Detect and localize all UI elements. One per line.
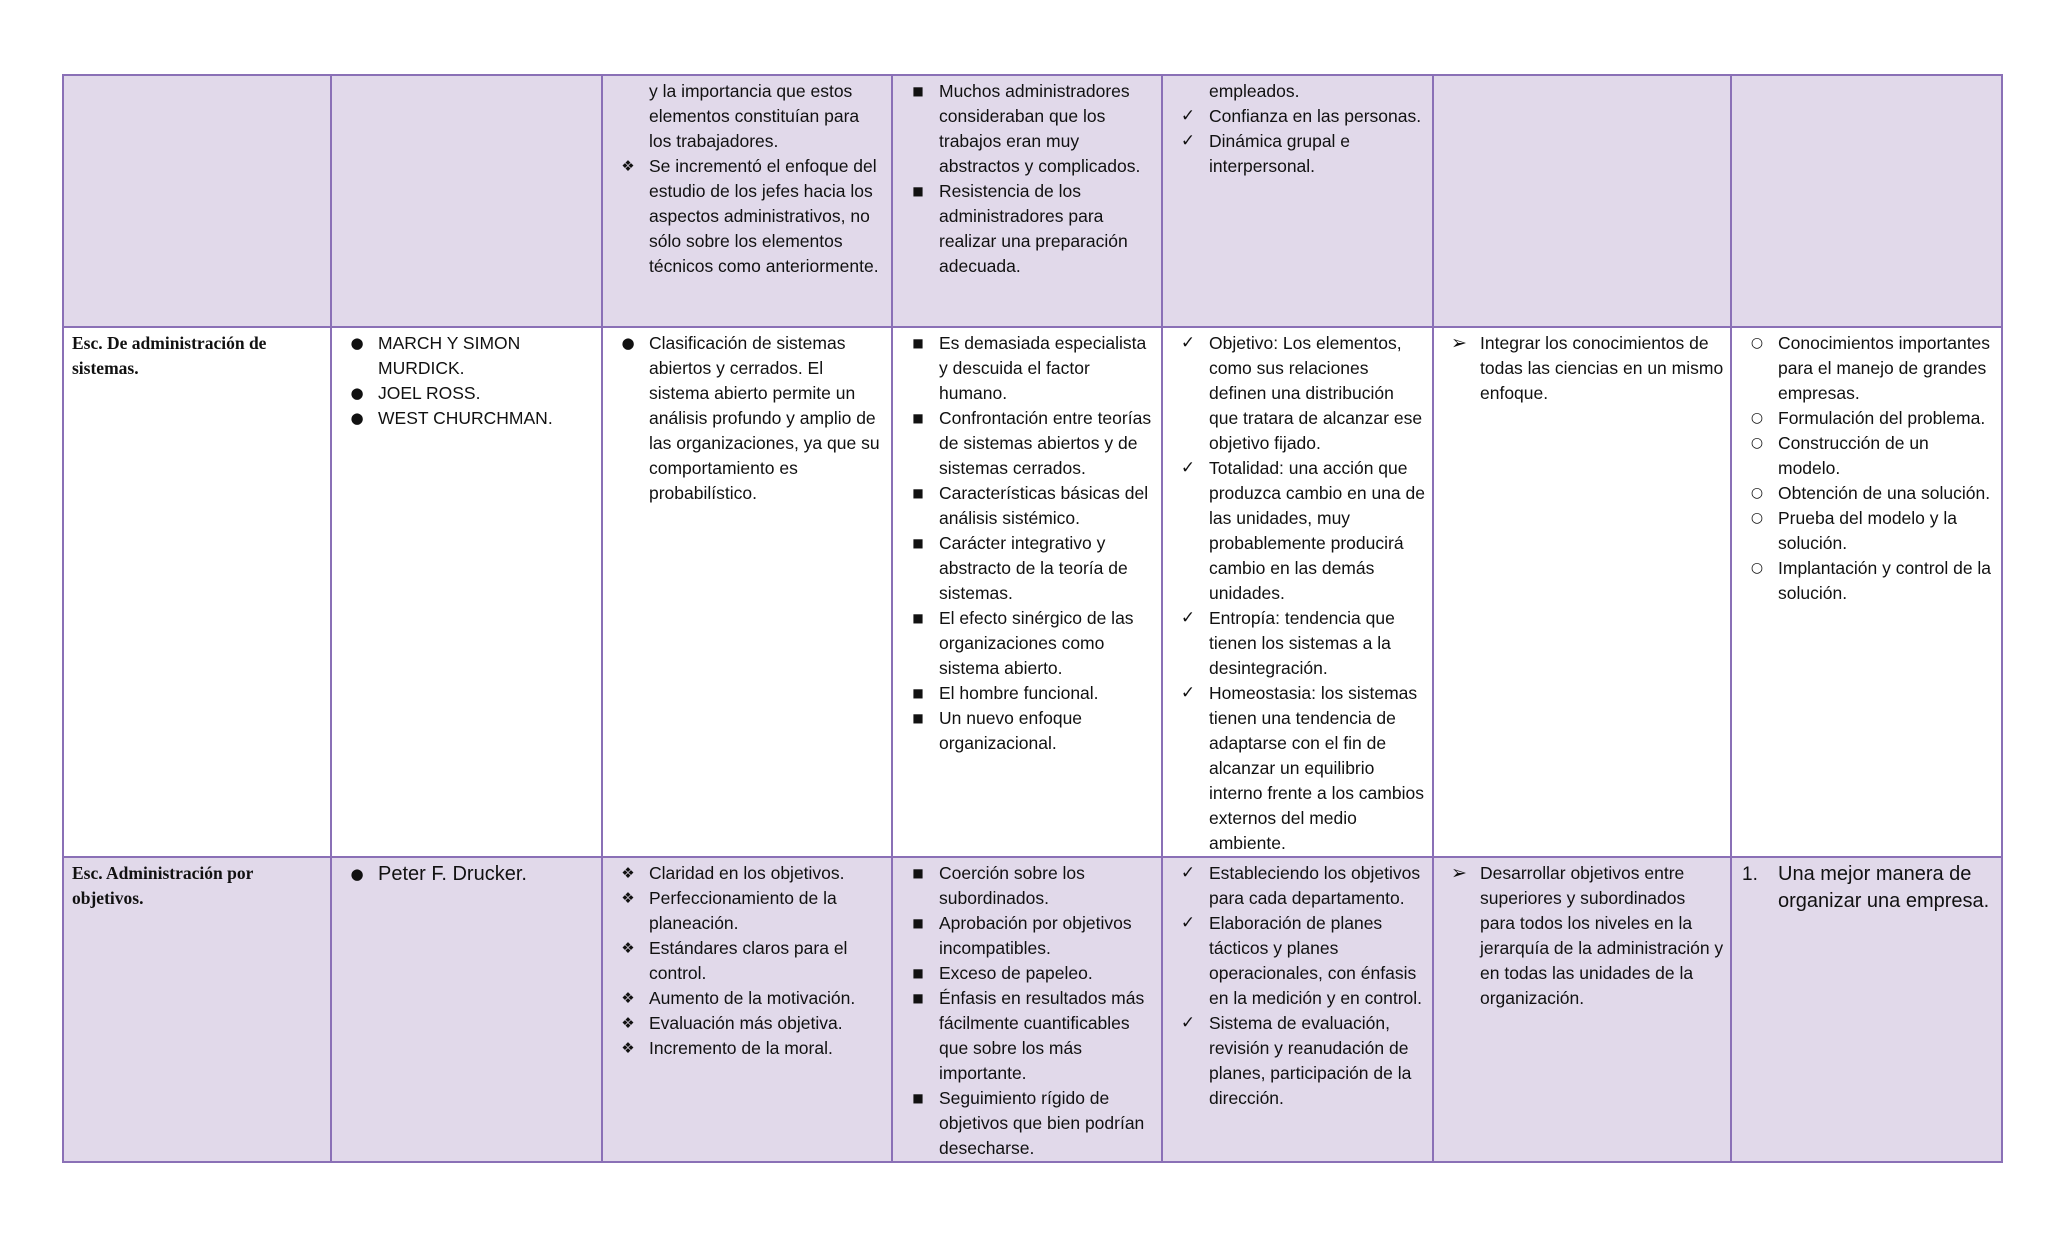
school-cell bbox=[63, 75, 331, 327]
list-item: ○ Construcción de un modelo. bbox=[1740, 431, 1995, 481]
list-item: ✓ Objetivo: Los elementos, como sus relaciones definen una distribución que tratara de alcanzar ese objetivo fijado. bbox=[1171, 331, 1426, 456]
schools-comparison-table bbox=[62, 74, 2003, 1163]
circle-bullet-icon: ○ bbox=[1750, 485, 1764, 501]
arrowhead-bullet-icon: ➢ bbox=[1451, 862, 1467, 884]
list-item: ○ Obtención de una solución. bbox=[1740, 481, 1995, 506]
list-item: ● MARCH Y SIMON MURDICK. bbox=[340, 331, 595, 381]
school-name: Esc. De administración de sistemas. bbox=[63, 327, 331, 857]
list-item: ❖ Se incrementó el enfoque del estudio de los jefes hacia los aspectos administrativos, no sólo sobre los elementos técnicos como anteriormente. bbox=[611, 154, 885, 279]
square-bullet-icon: ■ bbox=[912, 686, 924, 700]
circle-bullet-icon: ○ bbox=[1750, 410, 1764, 426]
list-item: ■ El hombre funcional. bbox=[901, 681, 1155, 706]
list-item: ❖ Estándares claros para el control. bbox=[611, 936, 885, 986]
checkmark-bullet-icon: ✓ bbox=[1180, 333, 1196, 353]
list-item: ✓ Elaboración de planes tácticos y planes operacionales, con énfasis en la medición y en control. bbox=[1171, 911, 1426, 1011]
list-item: ■ Confrontación entre teorías de sistemas abiertos y de sistemas cerrados. bbox=[901, 406, 1155, 481]
features-cell bbox=[1162, 75, 1433, 327]
processes-cell bbox=[1731, 327, 2002, 857]
limitations-cell bbox=[892, 857, 1162, 1162]
checkmark-bullet-icon: ✓ bbox=[1180, 608, 1196, 628]
table-row bbox=[63, 857, 2002, 1162]
diamond-bullet-icon: ❖ bbox=[621, 864, 635, 882]
list-number: 1. bbox=[1742, 864, 1758, 885]
contributions-cell bbox=[602, 327, 892, 857]
objectives-cell bbox=[1433, 327, 1731, 857]
square-bullet-icon: ■ bbox=[912, 1091, 924, 1105]
list-item: ■ Un nuevo enfoque organizacional. bbox=[901, 706, 1155, 756]
circle-bullet-icon: ○ bbox=[1750, 510, 1764, 526]
dot-bullet-icon: ● bbox=[350, 384, 364, 402]
diamond-bullet-icon: ❖ bbox=[621, 1039, 635, 1057]
checkmark-bullet-icon: ✓ bbox=[1180, 458, 1196, 478]
square-bullet-icon: ■ bbox=[912, 486, 924, 500]
list-item: ■ Resistencia de los administradores para realizar una preparación adecuada. bbox=[901, 179, 1155, 279]
list-item: ✓ Sistema de evaluación, revisión y reanudación de planes, participación de la dirección. bbox=[1171, 1011, 1426, 1111]
list-item: ❖ Perfeccionamiento de la planeación. bbox=[611, 886, 885, 936]
list-item: ✓ Totalidad: una acción que produzca cambio en una de las unidades, muy probablemente producirá cambio en las demás unidades. bbox=[1171, 456, 1426, 606]
list-item: ● JOEL ROSS. bbox=[340, 381, 595, 406]
list-item: ❖ Evaluación más objetiva. bbox=[611, 1011, 885, 1036]
list-item: ■ El efecto sinérgico de las organizaciones como sistema abierto. bbox=[901, 606, 1155, 681]
objectives-cell bbox=[1433, 857, 1731, 1162]
list-item: ❖ Incremento de la moral. bbox=[611, 1036, 885, 1061]
list-item: ■ Exceso de papeleo. bbox=[901, 961, 1155, 986]
checkmark-bullet-icon: ✓ bbox=[1180, 106, 1196, 126]
diamond-bullet-icon: ❖ bbox=[621, 1014, 635, 1032]
diamond-bullet-icon: ❖ bbox=[621, 939, 635, 957]
circle-bullet-icon: ○ bbox=[1750, 435, 1764, 451]
table-row bbox=[63, 327, 2002, 857]
objectives-cell bbox=[1433, 75, 1731, 327]
square-bullet-icon: ■ bbox=[912, 84, 924, 98]
diamond-bullet-icon: ❖ bbox=[621, 989, 635, 1007]
list-item: ■ Énfasis en resultados más fácilmente cuantificables que sobre los más importante. bbox=[901, 986, 1155, 1086]
features-cell bbox=[1162, 857, 1433, 1162]
list-item: ● WEST CHURCHMAN. bbox=[340, 406, 595, 431]
list-item: ✓ Dinámica grupal e interpersonal. bbox=[1171, 129, 1426, 179]
list-item: ■ Es demasiada especialista y descuida el factor humano. bbox=[901, 331, 1155, 406]
authors-cell bbox=[331, 327, 602, 857]
features-cell bbox=[1162, 327, 1433, 857]
square-bullet-icon: ■ bbox=[912, 711, 924, 725]
dot-bullet-icon: ● bbox=[350, 409, 364, 427]
list-item: ✓ Confianza en las personas. bbox=[1171, 104, 1426, 129]
school-name: Esc. Administración por objetivos. bbox=[63, 857, 331, 1162]
list-item: 1. Una mejor manera de organizar una empresa. bbox=[1742, 863, 1990, 912]
dot-bullet-icon: ● bbox=[350, 334, 364, 352]
list-item: ● Clasificación de sistemas abiertos y cerrados. El sistema abierto permite un análisis profundo y amplio de las organizaciones, ya que su comportamiento es probabilístico. bbox=[611, 331, 885, 506]
diamond-bullet-icon: ❖ bbox=[621, 889, 635, 907]
diamond-bullet-icon: ❖ bbox=[621, 157, 635, 175]
square-bullet-icon: ■ bbox=[912, 336, 924, 350]
list-item: ● Peter F. Drucker. bbox=[340, 861, 595, 888]
checkmark-bullet-icon: ✓ bbox=[1180, 131, 1196, 151]
square-bullet-icon: ■ bbox=[912, 966, 924, 980]
list-item: ■ Características básicas del análisis sistémico. bbox=[901, 481, 1155, 531]
list-item: ■ Aprobación por objetivos incompatibles. bbox=[901, 911, 1155, 961]
checkmark-bullet-icon: ✓ bbox=[1180, 863, 1196, 883]
list-item: ❖ Claridad en los objetivos. bbox=[611, 861, 885, 886]
list-item: ○ Prueba del modelo y la solución. bbox=[1740, 506, 1995, 556]
list-item: ➢ Desarrollar objetivos entre superiores y subordinados para todos los niveles en la jerarquía de la administración y en todas las unidades de la organización. bbox=[1442, 861, 1724, 1011]
arrowhead-bullet-icon: ➢ bbox=[1451, 332, 1467, 354]
dot-bullet-icon: ● bbox=[350, 865, 364, 883]
list-item: ■ Coerción sobre los subordinados. bbox=[901, 861, 1155, 911]
square-bullet-icon: ■ bbox=[912, 916, 924, 930]
authors-cell bbox=[331, 75, 602, 327]
authors-cell bbox=[331, 857, 602, 1162]
checkmark-bullet-icon: ✓ bbox=[1180, 683, 1196, 703]
limitations-cell bbox=[892, 327, 1162, 857]
list-item: ✓ Entropía: tendencia que tienen los sistemas a la desintegración. bbox=[1171, 606, 1426, 681]
list-item: ✓ Homeostasia: los sistemas tienen una tendencia de adaptarse con el fin de alcanzar un equilibrio interno frente a los cambios externos del medio ambiente. bbox=[1171, 681, 1426, 856]
checkmark-bullet-icon: ✓ bbox=[1180, 1013, 1196, 1033]
processes-cell bbox=[1731, 857, 2002, 1162]
square-bullet-icon: ■ bbox=[912, 991, 924, 1005]
processes-cell bbox=[1731, 75, 2002, 327]
square-bullet-icon: ■ bbox=[912, 611, 924, 625]
list-item: ✓ Estableciendo los objetivos para cada departamento. bbox=[1171, 861, 1426, 911]
square-bullet-icon: ■ bbox=[912, 411, 924, 425]
circle-bullet-icon: ○ bbox=[1750, 335, 1764, 351]
list-item: y la importancia que estos elementos constituían para los trabajadores. bbox=[649, 81, 860, 151]
list-item: ➢ Integrar los conocimientos de todas las ciencias en un mismo enfoque. bbox=[1442, 331, 1724, 406]
checkmark-bullet-icon: ✓ bbox=[1180, 913, 1196, 933]
limitations-cell bbox=[892, 75, 1162, 327]
list-item: ■ Muchos administradores consideraban que los trabajos eran muy abstractos y complicados. bbox=[901, 79, 1155, 179]
circle-bullet-icon: ○ bbox=[1750, 560, 1764, 576]
contributions-cell bbox=[602, 75, 892, 327]
square-bullet-icon: ■ bbox=[912, 866, 924, 880]
list-item: ○ Implantación y control de la solución. bbox=[1740, 556, 1995, 606]
dot-bullet-icon: ● bbox=[621, 334, 635, 352]
square-bullet-icon: ■ bbox=[912, 536, 924, 550]
list-item: empleados. bbox=[1209, 81, 1300, 101]
list-item: ■ Carácter integrativo y abstracto de la teoría de sistemas. bbox=[901, 531, 1155, 606]
list-item: ○ Conocimientos importantes para el manejo de grandes empresas. bbox=[1740, 331, 1995, 406]
table-row bbox=[63, 75, 2002, 327]
list-item: ❖ Aumento de la motivación. bbox=[611, 986, 885, 1011]
list-item: ■ Seguimiento rígido de objetivos que bien podrían desecharse. bbox=[901, 1086, 1155, 1161]
square-bullet-icon: ■ bbox=[912, 184, 924, 198]
contributions-cell bbox=[602, 857, 892, 1162]
list-item: ○ Formulación del problema. bbox=[1740, 406, 1995, 431]
